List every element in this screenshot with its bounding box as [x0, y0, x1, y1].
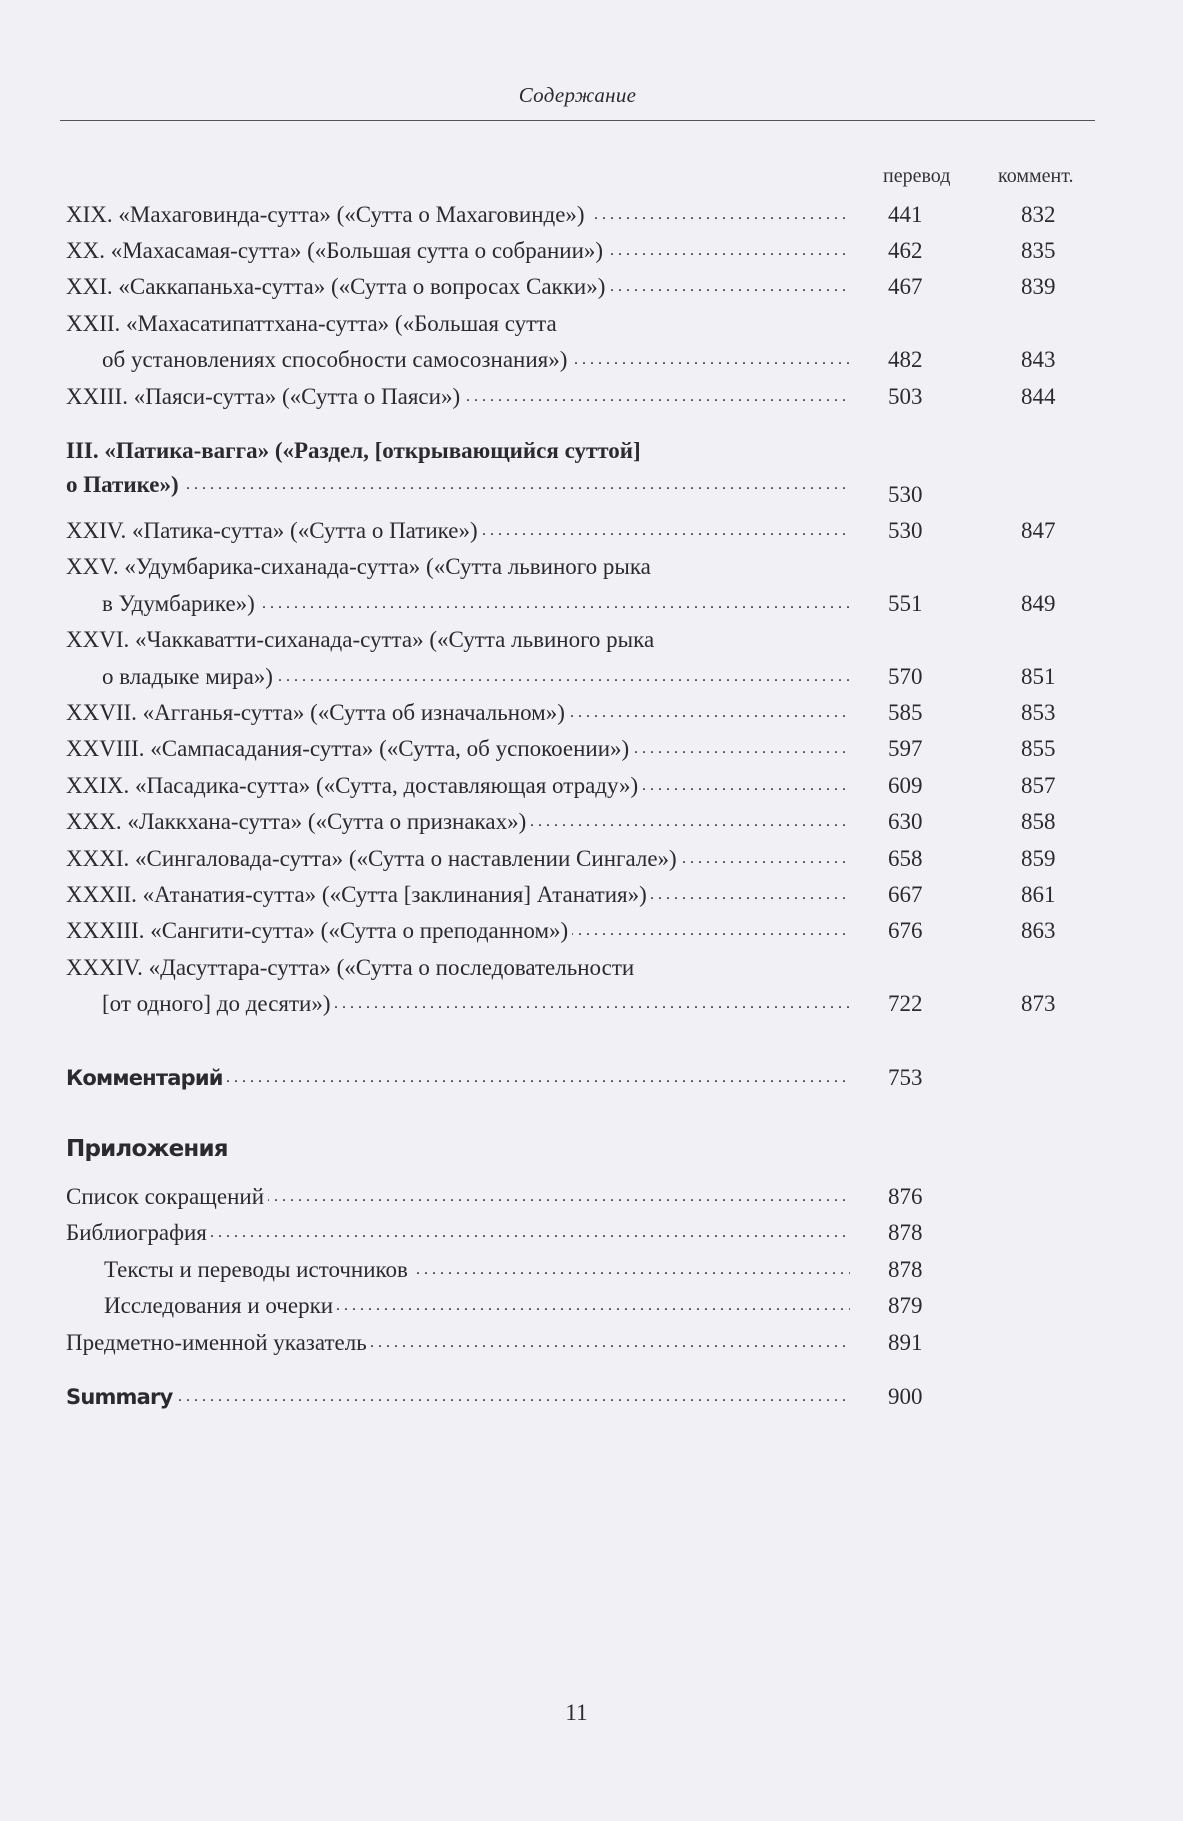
toc-entry-title: XXIX. «Пасадика-сутта» («Сутта, доставляющая отраду») — [66, 773, 642, 798]
section-page-row — [66, 478, 1096, 512]
translation-page: 530 — [888, 482, 923, 507]
translation-page: 597 — [888, 736, 923, 761]
translation-page: 482 — [888, 347, 923, 372]
toc-entry[interactable] — [66, 878, 1096, 912]
toc-entry[interactable] — [66, 769, 1096, 803]
toc-entry[interactable] — [66, 987, 1096, 1021]
translation-page: 722 — [888, 991, 923, 1016]
toc-entry-continuation: в Удумбарике») — [102, 591, 259, 616]
toc-entry-title: XXVIII. «Сампасадания-сутта» («Сутта, об успокоении») — [66, 736, 633, 761]
translation-page: 530 — [888, 518, 923, 543]
toc-entry[interactable] — [66, 234, 1096, 268]
commentary-page: 858 — [1021, 809, 1056, 834]
commentary-page: 835 — [1021, 238, 1056, 263]
toc-entry-title: XXVI. «Чаккаватти-сиханада-сутта» («Сутта львиного рыка — [66, 627, 658, 652]
translation-page: 503 — [888, 384, 923, 409]
translation-page: 570 — [888, 664, 923, 689]
commentary-page: 853 — [1021, 700, 1056, 725]
toc-entry[interactable] — [66, 1216, 1096, 1250]
toc-entry[interactable] — [66, 198, 1096, 232]
summary-title: Summary — [66, 1385, 176, 1409]
toc-entry-title: Тексты и переводы источников — [104, 1257, 412, 1282]
translation-page: 878 — [888, 1220, 923, 1245]
toc-entry[interactable] — [66, 587, 1096, 621]
toc-entry[interactable] — [66, 1253, 1096, 1287]
toc-entry-line1[interactable] — [66, 623, 1096, 657]
toc-entry-commentary[interactable] — [66, 1061, 1096, 1095]
toc-entry-title: XXXIV. «Дасуттара-сутта» («Сутта о последовательности — [66, 955, 638, 980]
toc-entry[interactable] — [66, 914, 1096, 948]
translation-page: 879 — [888, 1293, 923, 1318]
toc-entry-continuation: об установлениях способности самосознания») — [102, 347, 571, 372]
toc-entry-title: Исследования и очерки — [104, 1293, 337, 1318]
section-heading: III. «Патика-вагга» («Раздел, [открывающийся суттой] — [66, 438, 645, 463]
appendices-heading: Приложения — [66, 1136, 228, 1162]
toc-entry-line1[interactable] — [66, 550, 1096, 584]
toc-entry[interactable] — [66, 514, 1096, 548]
commentary-page: 832 — [1021, 202, 1056, 227]
toc-entry-title: XXIV. «Патика-сутта» («Сутта о Патике») — [66, 518, 482, 543]
toc-entry[interactable] — [66, 343, 1096, 377]
toc-entry[interactable] — [66, 842, 1096, 876]
toc-entry[interactable] — [66, 1289, 1096, 1323]
commentary-page: 859 — [1021, 846, 1056, 871]
translation-page: 609 — [888, 773, 923, 798]
commentary-page: 861 — [1021, 882, 1056, 907]
translation-page: 753 — [888, 1065, 923, 1090]
commentary-page: 851 — [1021, 664, 1056, 689]
translation-page: 441 — [888, 202, 923, 227]
toc-entry-title: XXVII. «Агганья-сутта» («Сутта об изначальном») — [66, 700, 569, 725]
commentary-page: 855 — [1021, 736, 1056, 761]
translation-page: 467 — [888, 274, 923, 299]
commentary-page: 863 — [1021, 918, 1056, 943]
translation-page: 630 — [888, 809, 923, 834]
toc-entry[interactable] — [66, 380, 1096, 414]
toc-entry-continuation: о владыке мира») — [102, 664, 277, 689]
toc-entry-title: XXV. «Удумбарика-сиханада-сутта» («Сутта львиного рыка — [66, 554, 655, 579]
toc-entry-title: Список сокращений — [66, 1184, 268, 1209]
toc-entry[interactable] — [66, 660, 1096, 694]
translation-page: 667 — [888, 882, 923, 907]
toc-entry[interactable] — [66, 1326, 1096, 1360]
section-heading-line1[interactable] — [66, 434, 1096, 468]
translation-page: 551 — [888, 591, 923, 616]
toc-entry[interactable] — [66, 270, 1096, 304]
toc-entry-title: XXXI. «Сингаловада-сутта» («Сутта о наставлении Сингале») — [66, 846, 681, 871]
toc-entry-title: XXI. «Саккапаньха-сутта» («Сутта о вопросах Сакки») — [66, 274, 609, 299]
page-number: 11 — [565, 1700, 588, 1725]
toc-entry-title: Библиография — [66, 1220, 211, 1245]
toc-entry-summary[interactable] — [66, 1380, 1096, 1414]
commentary-page: 847 — [1021, 518, 1056, 543]
translation-page: 585 — [888, 700, 923, 725]
commentary-page: 839 — [1021, 274, 1056, 299]
translation-page: 891 — [888, 1330, 923, 1355]
toc-entry-title: XXIII. «Паяси-сутта» («Сутта о Паяси») — [66, 384, 464, 409]
running-head: Содержание — [518, 83, 637, 107]
commentary-page: 843 — [1021, 347, 1056, 372]
translation-page: 876 — [888, 1184, 923, 1209]
toc-entry[interactable] — [66, 732, 1096, 766]
commentary-page: 873 — [1021, 991, 1056, 1016]
section-heading-continuation: о Патике») — [66, 472, 183, 497]
toc-entry[interactable] — [66, 696, 1096, 730]
translation-page: 462 — [888, 238, 923, 263]
commentary-page: 844 — [1021, 384, 1056, 409]
toc-entry-title: XX. «Махасамая-сутта» («Большая сутта о собрании») — [66, 238, 607, 263]
toc-entry-title: Предметно-именной указатель — [66, 1330, 371, 1355]
toc-entry[interactable] — [66, 1180, 1096, 1214]
toc-entry-title: XIX. «Махаговинда-сутта» («Сутта о Махаговинде») — [66, 202, 589, 227]
translation-page: 676 — [888, 918, 923, 943]
commentary-title: Комментарий — [66, 1066, 227, 1090]
toc-entry-title: XXXIII. «Сангити-сутта» («Сутта о преподанном») — [66, 918, 572, 943]
column-header-translation: перевод — [883, 165, 951, 187]
translation-page: 658 — [888, 846, 923, 871]
toc-entry-title: XXXII. «Атанатия-сутта» («Сутта [заклинания] Атанатия») — [66, 882, 651, 907]
toc-entry-line1[interactable] — [66, 951, 1096, 985]
toc-entry-continuation: [от одного] до десяти») — [102, 991, 335, 1016]
header-rule — [60, 120, 1095, 121]
toc-entry[interactable] — [66, 805, 1096, 839]
commentary-page: 857 — [1021, 773, 1056, 798]
translation-page: 878 — [888, 1257, 923, 1282]
toc-entry-title: XXII. «Махасатипаттхана-сутта» («Большая сутта — [66, 311, 561, 336]
translation-page: 900 — [888, 1384, 923, 1409]
column-header-commentary: коммент. — [998, 165, 1074, 187]
toc-entry-title: XXX. «Лаккхана-сутта» («Сутта о признаках») — [66, 809, 530, 834]
commentary-page: 849 — [1021, 591, 1056, 616]
toc-entry-line1[interactable] — [66, 307, 1096, 341]
